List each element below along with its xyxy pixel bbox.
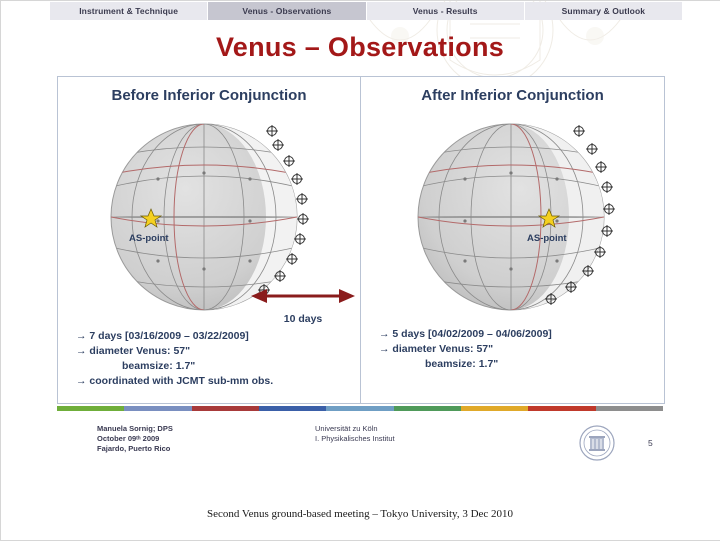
left-bullet-1: → 7 days [03/16/2009 – 03/22/2009] <box>76 330 249 342</box>
left-bullet-3: beamsize: 1.7" <box>122 360 196 372</box>
content-frame <box>57 76 665 404</box>
page-title: Venus – Observations <box>215 32 505 62</box>
footer-author <box>97 424 173 454</box>
right-bullet-1: → 5 days [04/02/2009 – 04/06/2009] <box>379 328 552 340</box>
university-crest-icon <box>578 424 616 462</box>
left-bullet-2: → diameter Venus: 57" <box>76 345 191 357</box>
svg-text:AS-point: AS-point <box>527 233 567 244</box>
panel-before-inferior-conjunction <box>58 77 361 403</box>
nav-tab-venus-results[interactable]: Venus - Results <box>367 2 525 20</box>
nav-tab-summary-outlook[interactable]: Summary & Outlook <box>525 2 682 20</box>
footer-author-line-3: Fajardo, Puerto Rico <box>97 444 171 453</box>
footer-author-line-2: October 09ᵗʰ 2009 <box>97 434 160 443</box>
nav-tab-venus-observations[interactable]: Venus - Observations <box>208 2 366 20</box>
right-bullet-3: beamsize: 1.7" <box>425 358 499 370</box>
panel-after-inferior-conjunction <box>361 77 664 403</box>
section-navbar <box>50 2 682 20</box>
right-globe-diagram <box>361 109 664 329</box>
nav-tab-instrument-technique[interactable]: Instrument & Technique <box>50 2 208 20</box>
decorative-colorbar <box>57 406 663 411</box>
slide-caption: Second Venus ground-based meeting – Tokyo University, 3 Dec 2010 <box>206 508 514 520</box>
footer-author-line-1: Manuela Sornig; DPS <box>97 424 173 433</box>
right-bullet-2: → diameter Venus: 57" <box>379 343 494 355</box>
left-panel-title: Before Inferior Conjunction <box>111 87 307 104</box>
right-panel-bullets <box>379 327 552 372</box>
separator-arrow-group <box>243 287 363 333</box>
separator-label: 10 days <box>283 313 323 325</box>
double-arrow-icon <box>243 287 363 305</box>
footer-institute <box>315 424 395 444</box>
left-panel-bullets <box>76 329 273 389</box>
right-panel-title: After Inferior Conjunction <box>421 87 604 104</box>
left-bullet-4: → coordinated with JCMT sub-mm obs. <box>76 375 274 387</box>
svg-text:AS-point: AS-point <box>129 233 169 244</box>
footer-institute-line-1: Universität zu Köln <box>315 424 378 433</box>
footer-institute-line-2: I. Physikalisches Institut <box>315 434 395 443</box>
page-number: 5 <box>648 438 653 448</box>
